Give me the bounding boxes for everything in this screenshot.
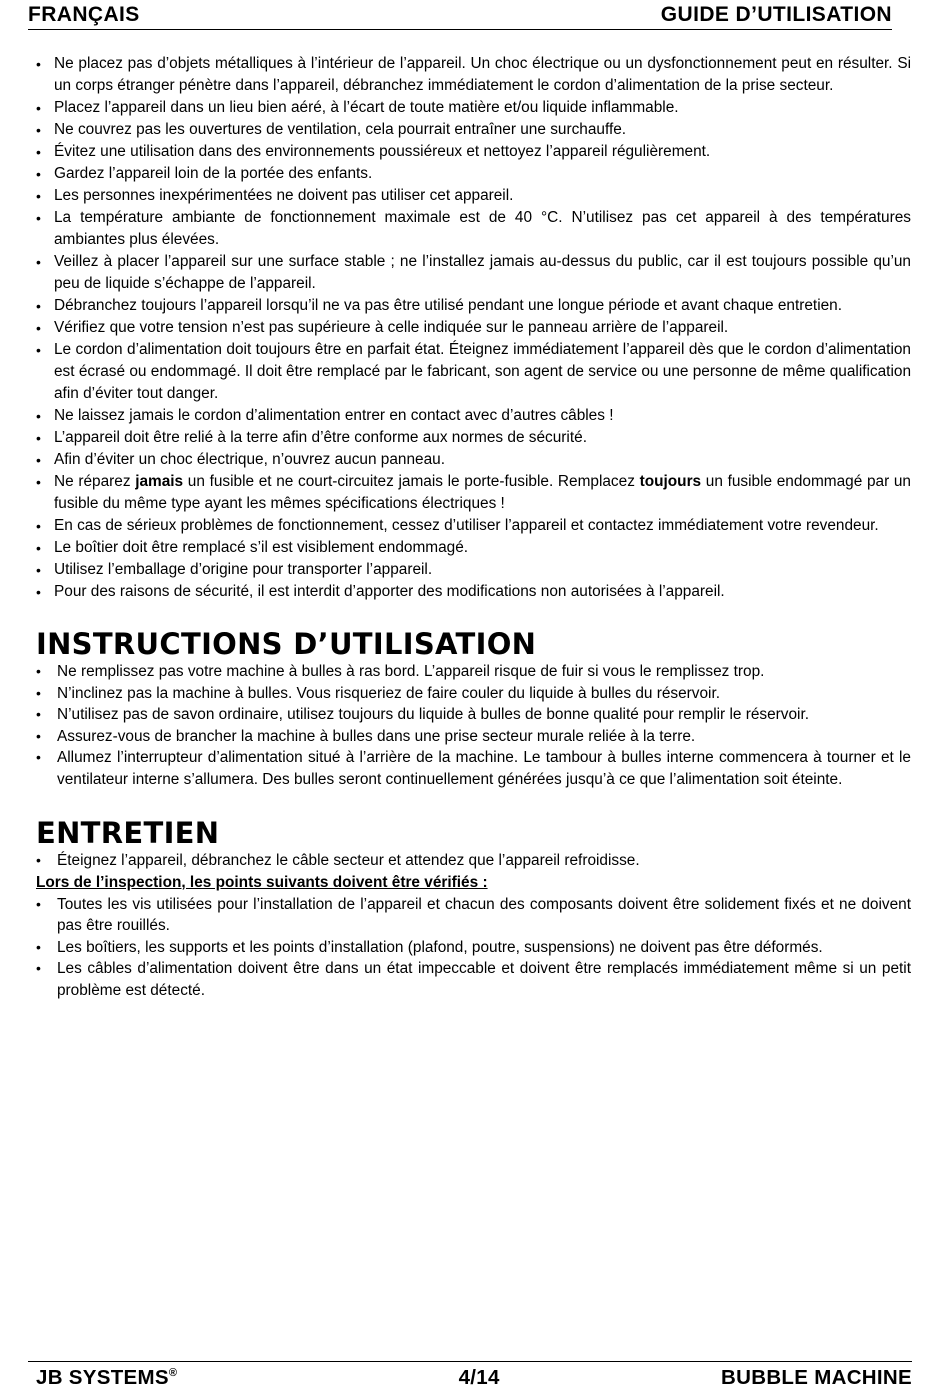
list-item: • Débranchez toujours l’appareil lorsqu’il ne va pas être utilisé pendant une longue période et avant chaque entretien. <box>36 295 911 317</box>
list-item: • Le cordon d’alimentation doit toujours être en parfait état. Éteignez immédiatement l’appareil dès que le cordon d’alimentation est écrasé ou endommagé. Il doit être remplacé par le fabricant, son agent de service ou une personne de même qualification afin d’éviter tout danger. <box>36 339 911 405</box>
instructions-list <box>36 661 911 790</box>
list-item: • Ne laissez jamais le cordon d’alimentation entrer en contact avec d’autres câbles ! <box>36 405 911 427</box>
page-number: 4/14 <box>458 1366 500 1389</box>
list-item: • Afin d’éviter un choc électrique, n’ouvrez aucun panneau. <box>36 449 911 471</box>
inspection-subheading: Lors de l’inspection, les points suivants doivent être vérifiés : <box>36 873 488 891</box>
page-content <box>36 53 911 1001</box>
list-item: • Utilisez l’emballage d’origine pour transporter l’appareil. <box>36 559 911 581</box>
fuse-emphasis-never: jamais <box>135 473 184 490</box>
list-item: • Ne placez pas d’objets métalliques à l’intérieur de l’appareil. Un choc électrique ou un dysfonctionnement peut en résulter. Si un corps étranger pénètre dans l’appareil, débranchez immédiatement le cordon d’alimentation de la prise secteur. <box>36 53 911 97</box>
header-title: GUIDE D’UTILISATION <box>660 3 892 26</box>
inspection-list <box>36 894 911 1002</box>
list-item: • Le boîtier doit être remplacé s’il est visiblement endommagé. <box>36 537 911 559</box>
footer-product: BUBBLE MACHINE <box>721 1366 912 1389</box>
list-item: • N’utilisez pas de savon ordinaire, utilisez toujours du liquide à bulles de bonne qualité pour remplir le réservoir. <box>36 704 911 726</box>
footer-brand <box>28 1366 177 1390</box>
list-item: • Toutes les vis utilisées pour l’installation de l’appareil et chacun des composants doivent être solidement fixés et ne doivent pas être rouillés. <box>36 894 911 937</box>
list-item: • Les personnes inexpérimentées ne doivent pas utiliser cet appareil. <box>36 185 911 207</box>
list-item: • Assurez-vous de brancher la machine à bulles dans une prise secteur murale reliée à la terre. <box>36 726 911 748</box>
list-item: • Les boîtiers, les supports et les points d’installation (plafond, poutre, suspensions) ne doivent pas être déformés. <box>36 937 911 959</box>
page-footer <box>28 1361 912 1394</box>
list-item-fuse <box>36 471 911 515</box>
maintenance-first-list <box>36 850 911 872</box>
list-item: • Placez l’appareil dans un lieu bien aéré, à l’écart de toute matière et/ou liquide inflammable. <box>36 97 911 119</box>
fuse-text-e: un fusible endommagé par un fusible du même type ayant les mêmes spécifications électriques ! <box>54 473 911 512</box>
list-item: • Veillez à placer l’appareil sur une surface stable ; ne l’installez jamais au-dessus du public, car il est toujours possible qu’un peu de liquide s’échappe de l’appareil. <box>36 251 911 295</box>
safety-list <box>36 53 911 603</box>
list-item: • La température ambiante de fonctionnement maximale est de 40 °C. N’utilisez pas cet appareil à des températures ambiantes plus élevées. <box>36 207 911 251</box>
section-title-maintenance: ENTRETIEN <box>36 816 220 850</box>
registered-mark: ® <box>168 1367 178 1380</box>
list-item: • Allumez l’interrupteur d’alimentation situé à l’arrière de la machine. Le tambour à bulles interne commencera à tourner et le ventilateur interne s’allumera. Des bulles seront continuellement générées jusqu’à ce que l’alimentation soit éteinte. <box>36 747 911 790</box>
fuse-text-c: un fusible et ne court-circuitez jamais le porte-fusible. Remplacez <box>183 473 640 490</box>
list-item: • Ne couvrez pas les ouvertures de ventilation, cela pourrait entraîner une surchauffe. <box>36 119 911 141</box>
list-item: • Les câbles d’alimentation doivent être dans un état impeccable et doivent être remplacés immédiatement même si un petit problème est détecté. <box>36 958 911 1001</box>
list-item: • Ne remplissez pas votre machine à bulles à ras bord. L’appareil risque de fuir si vous le remplissez trop. <box>36 661 911 683</box>
list-item: • Vérifiez que votre tension n’est pas supérieure à celle indiquée sur le panneau arrière de l’appareil. <box>36 317 911 339</box>
fuse-text-a: Ne réparez <box>54 473 136 490</box>
list-item: • Pour des raisons de sécurité, il est interdit d’apporter des modifications non autorisées à l’appareil. <box>36 581 911 603</box>
list-item: • Évitez une utilisation dans des environnements poussiéreux et nettoyez l’appareil régulièrement. <box>36 141 911 163</box>
list-item: • Gardez l’appareil loin de la portée des enfants. <box>36 163 911 185</box>
list-item: • Éteignez l’appareil, débranchez le câble secteur et attendez que l’appareil refroidisse. <box>36 850 911 872</box>
list-item: • En cas de sérieux problèmes de fonctionnement, cessez d’utiliser l’appareil et contactez immédiatement votre revendeur. <box>36 515 911 537</box>
list-item: • N’inclinez pas la machine à bulles. Vous risqueriez de faire couler du liquide à bulles du réservoir. <box>36 683 911 705</box>
section-title-instructions: INSTRUCTIONS D’UTILISATION <box>36 627 537 661</box>
fuse-emphasis-always: toujours <box>639 473 702 490</box>
page-header <box>28 0 892 30</box>
list-item: • L’appareil doit être relié à la terre afin d’être conforme aux normes de sécurité. <box>36 427 911 449</box>
header-language: FRANÇAIS <box>28 3 140 26</box>
footer-brand-name: JB SYSTEMS <box>36 1366 169 1389</box>
